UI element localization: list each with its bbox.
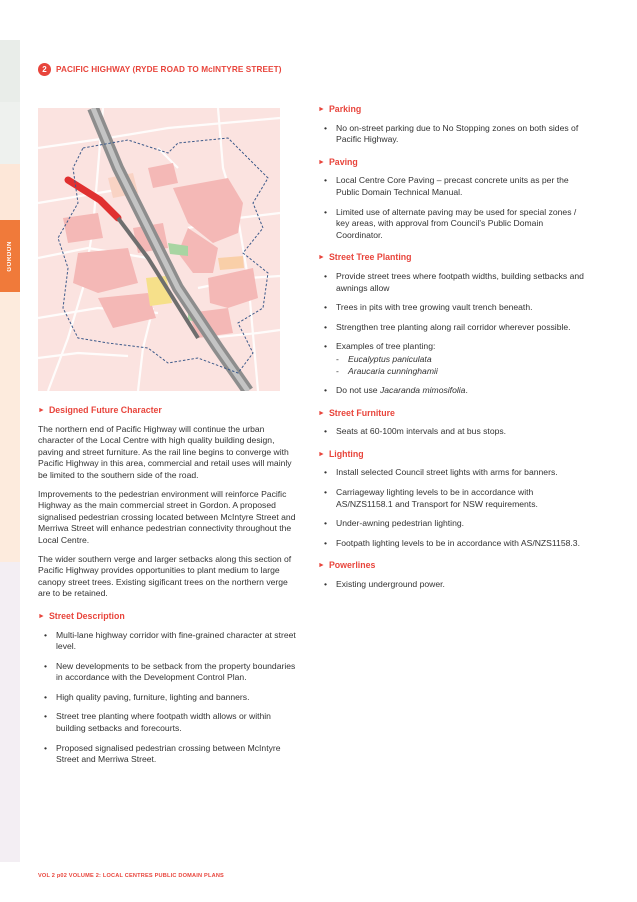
street-furniture-heading: [318, 408, 586, 420]
street-description-list: [38, 630, 300, 766]
list-item: • Carriageway lighting levels to be in accordance with AS/NZS1158.1 and Transport for NSW requirements.: [318, 487, 586, 510]
arrow-icon: ►: [318, 106, 325, 113]
list-item: • Install selected Council street lights with arms for banners.: [318, 467, 586, 479]
paving-heading: [318, 157, 586, 169]
list-item: • Street tree planting where footpath width allows or within building setbacks and forecourts.: [38, 711, 300, 734]
section-number-badge: 2: [38, 63, 51, 76]
arrow-icon: ►: [38, 407, 45, 414]
arrow-icon: ►: [318, 254, 325, 262]
street-description-title: Street Description: [48, 610, 125, 621]
list-item: • Provide street trees where footpath widths, building setbacks and awnings allow: [318, 271, 586, 294]
excluded-species: Jacaranda mimosifolia: [379, 385, 466, 396]
list-item: • Proposed signalised pedestrian crossing between McIntyre Street and Merriwa Street.: [38, 743, 300, 766]
side-strip-segment: [0, 164, 20, 220]
list-item: • No on-street parking due to No Stopping zones on both sides of Pacific Highway.: [318, 123, 586, 146]
paragraph: The northern end of Pacific Highway will continue the urban character of the Local Centre with high quality building design, paving and street furniture. As the rail line begins to converge with Pacific Highway in this area, commercial and retail uses will mainly be limited to the southern side of the road.: [38, 423, 292, 480]
list-item: • Under-awning pedestrian lighting.: [318, 518, 586, 530]
street-furniture-title: Street Furniture: [328, 407, 395, 418]
left-column: [38, 405, 300, 777]
paragraph: Improvements to the pedestrian environment will reinforce Pacific Highway as the main commercial street in Gordon. A proposed signalised pedestrian crossing located between McIntyre Street and Merriwa Street will enhance pedestrian connectivity throughout the Local Centre.: [38, 488, 296, 545]
do-not-prefix: Do not use: [336, 385, 380, 396]
precinct-map: [38, 108, 280, 391]
parking-list: [318, 123, 586, 146]
list-item: • Footpath lighting levels to be in accordance with AS/NZS1158.3.: [318, 538, 586, 550]
arrow-icon: ►: [318, 158, 325, 166]
list-item: [318, 385, 586, 397]
list-item: • Trees in pits with tree growing vault trench beneath.: [318, 302, 586, 314]
examples-label: Examples of tree planting:: [336, 341, 436, 352]
designed-character-heading: [38, 405, 300, 417]
list-item: • Local Centre Core Paving – precast concrete units as per the Public Domain Technical Manual.: [318, 175, 586, 198]
designed-character-title: Designed Future Character: [48, 405, 162, 415]
parking-title: Parking: [328, 104, 362, 114]
side-strip-segment: [0, 102, 20, 164]
list-item: • Limited use of alternate paving may be used for special zones / key areas, with approval from Council’s Public Domain Coordinator.: [318, 207, 586, 242]
lighting-list: [318, 467, 586, 549]
side-tab-label[interactable]: GORDON: [7, 240, 13, 272]
species-item: - Araucaria cunninghamii: [336, 366, 586, 378]
powerlines-title: Powerlines: [328, 560, 376, 571]
do-not-suffix: .: [465, 385, 468, 396]
list-item: • Strengthen tree planting along rail corridor wherever possible.: [318, 322, 586, 334]
side-strip-segment: [0, 40, 20, 102]
paving-title: Paving: [328, 156, 358, 167]
list-item: • Seats at 60-100m intervals and at bus stops.: [318, 426, 586, 438]
list-item: • New developments to be setback from the property boundaries in accordance with the Development Control Plan.: [38, 661, 300, 684]
arrow-icon: ►: [318, 450, 325, 458]
right-column: [318, 104, 586, 602]
street-tree-heading: [318, 252, 586, 264]
lighting-title: Lighting: [328, 448, 364, 459]
section-heading: [38, 63, 282, 76]
side-strip-segment: [0, 562, 20, 862]
precinct-map-graphic: [38, 108, 280, 391]
powerlines-heading: [318, 560, 586, 572]
street-tree-title: Street Tree Planting: [328, 252, 412, 263]
paragraph: The wider southern verge and larger setbacks along this section of Pacific Highway provides opportunities to plant medium to large canopy street trees. Existing sigificant trees on the northern verge are to be retained.: [38, 553, 292, 599]
list-item: [318, 341, 586, 377]
examples-list: [336, 354, 586, 377]
powerlines-list: [318, 579, 586, 591]
side-strip-segment: [0, 292, 20, 562]
street-description-heading: [38, 611, 300, 623]
paving-list: [318, 175, 586, 241]
arrow-icon: ►: [318, 562, 325, 570]
lighting-heading: [318, 449, 586, 461]
street-tree-list: [318, 271, 586, 397]
page-title: PACIFIC HIGHWAY (RYDE ROAD TO McINTYRE STREET): [56, 65, 282, 74]
page-footer: VOL 2 p02 VOLUME 2: LOCAL CENTRES PUBLIC DOMAIN PLANS: [38, 873, 224, 879]
list-item: • Existing underground power.: [318, 579, 586, 591]
street-furniture-list: [318, 426, 586, 438]
list-item: • Multi-lane highway corridor with fine-grained character at street level.: [38, 630, 300, 653]
parking-heading: [318, 104, 586, 116]
species-item: - Eucalyptus paniculata: [336, 354, 586, 366]
arrow-icon: ►: [38, 612, 45, 620]
arrow-icon: ►: [318, 409, 325, 417]
list-item: • High quality paving, furniture, lighting and banners.: [38, 692, 300, 704]
